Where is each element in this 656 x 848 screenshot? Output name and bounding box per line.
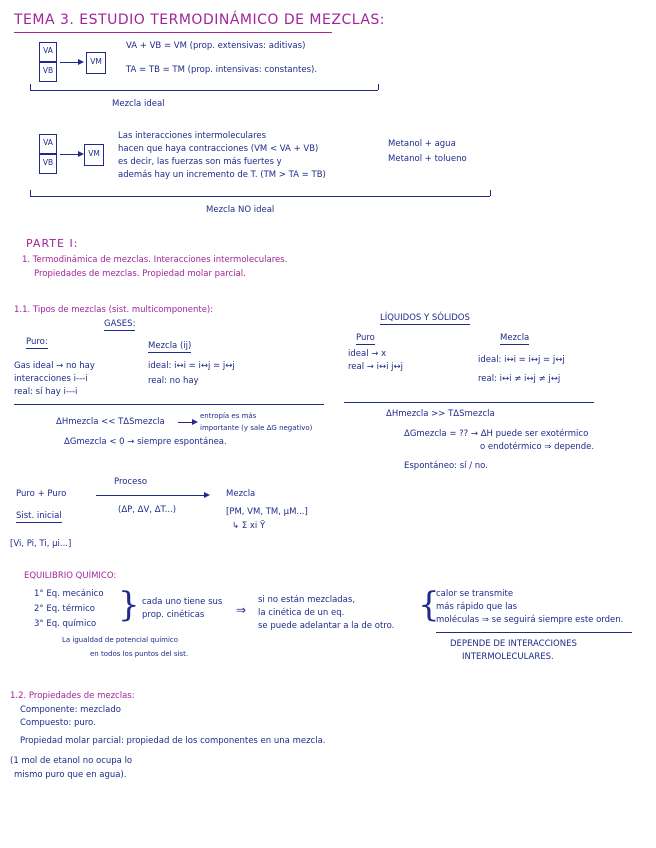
proceso-arrow [96,495,208,496]
liq-real: real → i↔i j↔j [348,362,404,372]
eq-brace-left: } [118,585,140,625]
nonideal-line4: además hay un incremento de T. (TM > TA = TB) [118,170,326,180]
liq-mix-ideal: ideal: i↔i = i↔j = j↔j [478,355,565,365]
note-text2: mismo puro que en agua). [14,770,127,780]
box-vb-label: VB [42,158,54,167]
gas-mix-ideal: ideal: i↔i = i↔j = j↔j [148,361,235,371]
box-va-label: VA [43,138,53,147]
equilibrio-heading: EQUILIBRIO QUÍMICO: [24,571,117,581]
puro-label: Puro: [26,337,48,347]
arrow-entropia [178,422,196,423]
calor-text1: calor se transmite [436,589,514,599]
liq-ideal: ideal → x [348,349,387,359]
ideal-brace-left [30,84,31,90]
gas-mix-real: real: no hay [148,376,199,386]
sist-vars: [Vi, Pi, Ti, μi...] [10,539,72,549]
box-va-nonideal [39,134,57,154]
parte-item1: 1. Termodinámica de mezclas. Interacciones intermoleculares. [22,255,288,265]
mezcla-label: Mezcla (ij) [148,341,192,351]
calor-underline [436,632,632,633]
igualdad-text1: La igualdad de potencial químico [62,636,179,644]
note-text1: (1 mol de etanol no ocupa lo [10,756,133,766]
mix-text2: la cinética de un eq. [258,608,345,618]
section11-heading: 1.1. Tipos de mezclas (sist. multicomponente): [14,305,214,315]
title-underline [14,32,332,33]
page-title: TEMA 3. ESTUDIO TERMODINÁMICO DE MEZCLAS: [14,12,386,28]
entropia-note2: importante (y sale ΔG negativo) [200,424,313,432]
calor-text2: más rápido que las [436,602,518,612]
nonideal-line2: hacen que haya contracciones (VM < VA + VB) [118,144,319,154]
liquidos-divider [344,402,594,403]
section12-heading: 1.2. Propiedades de mezclas: [10,691,135,701]
box-vb-nonideal [39,154,57,174]
box-vb-ideal [39,62,57,82]
gas-ideal: Gas ideal → no hay [14,361,95,371]
proceso-result2: ↳ Σ xi Ȳ [232,521,266,531]
mix-text3: se puede adelantar a la de otro. [258,621,395,631]
nonideal-example1: Metanol + agua [388,139,456,149]
parte-heading: PARTE I: [26,237,79,250]
mix-text1: si no están mezcladas, [258,595,356,605]
calor-text3: moléculas ⇒ se seguirá siempre este orden. [436,615,624,625]
brace-text1: cada uno tiene sus [142,597,223,607]
gas-real: real: sí hay i---i [14,387,78,397]
box-vb-label: VB [42,66,54,75]
ideal-brace-right [378,84,379,90]
nonideal-example2: Metanol + tolueno [388,154,467,164]
box-vm-nonideal [84,144,104,166]
mezcla-liq-label: Mezcla [500,333,530,343]
entropia-note1: entropía es más [200,412,257,420]
eq-item3: 3° Eq. químico [34,619,97,629]
ideal-brace-line [30,90,378,91]
dh-liq: ΔHmezcla >> TΔSmezcla [386,409,495,419]
box-vm-ideal [86,52,106,74]
sist-inicial: Sist. inicial [16,511,62,521]
depende-text1: DEPENDE DE INTERACCIONES [450,639,577,649]
nonideal-brace-line [30,196,490,197]
eq-item2: 2° Eq. térmico [34,604,95,614]
box-vm-label: VM [90,57,102,66]
dg-liq: ΔGmezcla = ?? → ΔH puede ser exotérmico [404,429,589,439]
proceso-result: [PM, VM, TM, μM...] [226,507,308,517]
dg-gas: ΔGmezcla < 0 → siempre espontánea. [64,437,227,447]
nonideal-label: Mezcla NO ideal [206,205,275,215]
arrow-ideal [60,62,82,63]
gas-interacciones: interacciones i---i [14,374,88,384]
proceso-params: (ΔP, ΔV, ΔT...) [118,505,177,515]
nonideal-brace-left [30,190,31,196]
box-vm-label: VM [88,149,100,158]
componente-text: Componente: mezclado [20,705,121,715]
parte-item1b: Propiedades de mezclas. Propiedad molar parcial. [34,269,246,279]
nonideal-brace-right [490,190,491,196]
dg-liq2: o endotérmico ⇒ depende. [480,442,595,452]
liquidos-header: LÍQUIDOS Y SÓLIDOS [380,313,470,323]
proceso-arrow-label: Proceso [114,477,148,487]
nonideal-line1: Las interacciones intermoleculares [118,131,267,141]
eq-brace-right: { [418,585,440,625]
igualdad-text2: en todos los puntos del sist. [90,650,189,658]
arrow-nonideal [60,154,82,155]
gases-divider [14,404,324,405]
nonideal-line3: es decir, las fuerzas son más fuertes y [118,157,282,167]
compuesto-text: Compuesto: puro. [20,718,96,728]
ideal-label: Mezcla ideal [112,99,165,109]
dh-gas: ΔHmezcla << TΔSmezcla [56,417,165,427]
ideal-eq1: VA + VB = VM (prop. extensivas: aditivas) [126,41,306,51]
eq-item1: 1° Eq. mecánico [34,589,104,599]
depende-text2: INTERMOLECULARES. [462,652,554,662]
puro-liq-label: Puro [356,333,375,343]
espontaneo: Espontáneo: sí / no. [404,461,488,471]
box-va-ideal [39,42,57,62]
liq-mix-real: real: i↔i ≠ i↔j ≠ j↔j [478,374,561,384]
proceso-left: Puro + Puro [16,489,67,499]
propiedad-text: Propiedad molar parcial: propiedad de los componentes en una mezcla. [20,736,326,746]
brace-text2: prop. cinéticas [142,610,205,620]
ideal-eq2: TA = TB = TM (prop. intensivas: constantes). [126,65,318,75]
proceso-right: Mezcla [226,489,256,499]
gases-header: GASES: [104,319,136,329]
implies-symbol: ⇒ [236,603,247,617]
box-va-label: VA [43,46,53,55]
